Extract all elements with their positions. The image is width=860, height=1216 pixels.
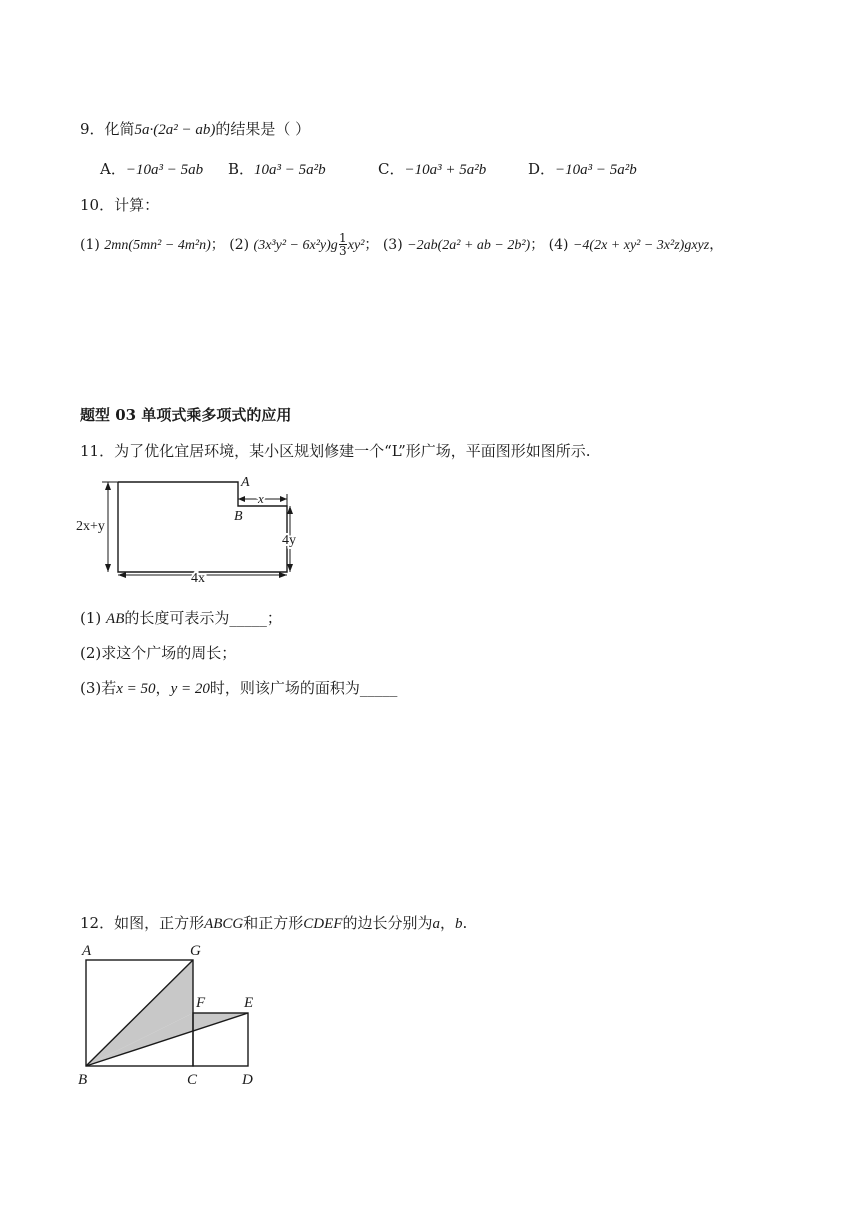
option-letter: B． [228, 160, 255, 178]
q9-stem-suffix: 的结果是（ ） [215, 120, 311, 138]
q10-part-2: (2) (3x³y² − 6x²y)g $\frac{1}{3}$ xy²； [229, 231, 379, 258]
q10-part-4: (4) −4(2x + xy² − 3x²z)gxyz， [548, 236, 724, 253]
option-letter: A． [100, 160, 126, 178]
q11-subquestion-2: (2)求这个广场的周长； [80, 644, 237, 662]
option-expression: −10a³ + 5a²b [404, 162, 487, 178]
arrowhead [238, 496, 245, 502]
q11-subquestion-1: (1) AB的长度可表示为_____； [80, 609, 282, 627]
vertex-b: B [78, 1072, 88, 1088]
q9-option-b[interactable] [228, 158, 326, 179]
q11-l-shape-figure [74, 472, 314, 584]
arrowhead [280, 496, 287, 502]
q9-expression: 5a·(2a² − ab) [134, 122, 216, 138]
option-letter: C． [378, 160, 405, 178]
arrowhead [279, 572, 287, 578]
arrowhead [287, 564, 293, 572]
arrowhead [287, 506, 293, 514]
q12-squares-figure [74, 940, 274, 1090]
q9-stem-prefix: 9．化简 [80, 120, 135, 138]
label-b: B [234, 509, 243, 524]
q12-stem: 12．如图，正方形ABCG和正方形CDEF的边长分别为a，b. [80, 914, 468, 932]
q10-parts [80, 232, 723, 257]
vertex-a: A [82, 943, 92, 959]
option-expression: −10a³ − 5a²b [555, 162, 637, 178]
q11-stem: 11．为了优化宜居环境，某小区规划修建一个“L”形广场，平面图形如图所示. [80, 442, 591, 460]
q10-part-3: (3) −2ab(2a² + ab − 2b²)； [382, 236, 545, 253]
ab-variable: AB [106, 611, 125, 627]
q9-option-d[interactable] [528, 158, 637, 179]
fraction: $\frac{1}{3}$ [338, 231, 347, 258]
q9-option-a[interactable] [100, 158, 203, 179]
q10-part-1: (1) 2mn(5mn² − 4m²n)； [80, 236, 225, 253]
label-right-4y: 4y [282, 533, 296, 548]
vertex-e: E [244, 995, 254, 1011]
option-letter: D． [528, 160, 556, 178]
square-cdef-name: CDEF [303, 916, 343, 932]
arrowhead [118, 572, 126, 578]
arrowhead [105, 564, 111, 572]
vertex-c: C [187, 1072, 198, 1088]
option-expression: 10a³ − 5a²b [254, 162, 326, 178]
q11-subquestion-3: (3)若x = 50，y = 20时，则该广场的面积为_____ [80, 679, 398, 697]
label-bottom-4x: 4x [191, 571, 205, 584]
vertex-f: F [196, 995, 206, 1011]
label-x: x [258, 491, 264, 506]
vertex-g: G [190, 943, 201, 959]
section-heading: 题型 03 单项式乘多项式的应用 [80, 406, 292, 424]
label-left-2x-plus-y: 2x+y [76, 519, 105, 534]
q9-option-c[interactable] [378, 158, 486, 179]
arrowhead [105, 482, 111, 490]
label-a: A [241, 475, 250, 490]
q10-stem: 10．计算： [80, 196, 160, 214]
q9-stem [80, 118, 310, 139]
vertex-d: D [242, 1072, 253, 1088]
square-abcg-name: ABCG [204, 916, 244, 932]
option-expression: −10a³ − 5ab [125, 162, 204, 178]
